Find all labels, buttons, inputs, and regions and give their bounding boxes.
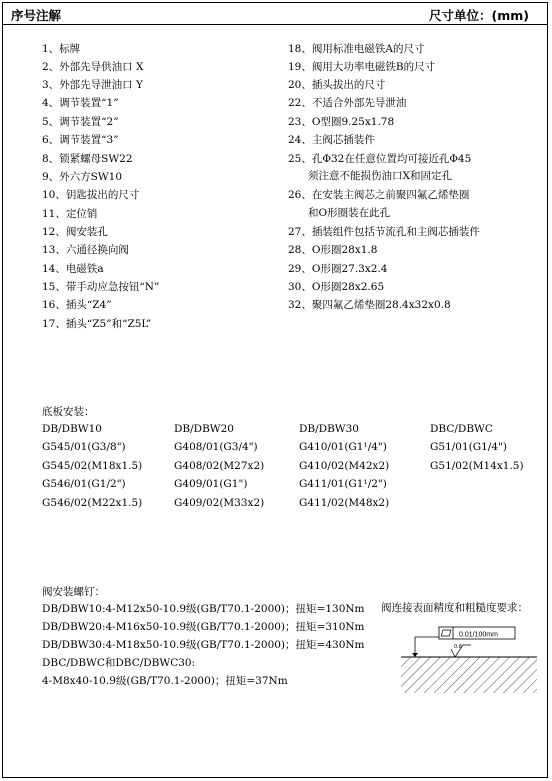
legend-item: 32、聚四氟乙烯垫圈28.4x32x0.8 <box>288 299 451 311</box>
baseplate-column-header: DBC/DBWC <box>430 423 493 435</box>
legend-item: 26、在安装主阀芯之前聚四氟乙烯垫圈 <box>288 189 470 201</box>
baseplate-title: 底板安装： <box>42 406 95 418</box>
legend-item: 25、孔Φ32在任意位置均可接近孔Φ45 <box>288 153 472 165</box>
bolt-spec: 4-M8x40-10.9级(GB/T70.1-2000)；扭矩=37Nm <box>42 675 288 687</box>
surface-caption: 阀连接表面精度和粗糙度要求： <box>381 602 528 614</box>
legend-item: 30、O形圈28x2.65 <box>288 281 385 293</box>
bolt-spec: DB/DBW20:4-M16x50-10.9级(GB/T70.1-2000)；扭矩=310Nm <box>42 621 365 633</box>
legend-item: 3、外部先导泄油口 Y <box>42 79 143 91</box>
legend-item-continuation: 和O形圈装在此孔 <box>308 207 391 219</box>
baseplate-item: G51/02(M14x1.5) <box>430 460 524 472</box>
legend-item: 9、外六方SW10 <box>42 171 123 183</box>
baseplate-item: G408/01(G3/4") <box>174 441 258 453</box>
header-bar <box>3 3 547 25</box>
baseplate-item: G545/02(M18x1.5) <box>42 460 143 472</box>
bolts-title: 阀安装螺钉： <box>42 586 105 598</box>
surface-tolerance-diagram <box>397 611 547 696</box>
unit-label: 尺寸单位：(mm) <box>429 8 529 23</box>
legend-item: 23、O型圈9.25x1.78 <box>288 116 395 128</box>
legend-item: 27、插装组件包括节流孔和主阀芯插装件 <box>288 226 480 238</box>
legend-item: 8、锁紧螺母SW22 <box>42 153 133 165</box>
legend-item-continuation: 须注意不能损伤油口X和固定孔 <box>308 170 452 182</box>
legend-item: 19、阀用大功率电磁铁B的尺寸 <box>288 61 436 73</box>
baseplate-column-header: DB/DBW20 <box>174 423 234 435</box>
bolt-spec: DB/DBW10:4-M12x50-10.9级(GB/T70.1-2000)；扭矩=130Nm <box>42 603 365 615</box>
legend-item: 24、主阀芯插装件 <box>288 134 375 146</box>
bolt-spec: DBC/DBWC和DBC/DBWC30: <box>42 657 196 669</box>
baseplate-column-header: DB/DBW10 <box>42 423 102 435</box>
legend-item: 18、阀用标准电磁铁A的尺寸 <box>288 43 425 55</box>
legend-item: 29、O形圈27.3x2.4 <box>288 263 388 275</box>
baseplate-item: G546/02(M22x1.5) <box>42 497 143 509</box>
hatched-surface <box>401 657 537 693</box>
legend-item: 16、插头“Z4” <box>42 299 112 311</box>
leader-arrow <box>412 653 418 657</box>
legend-item: 6、调节装置“3” <box>42 134 119 146</box>
baseplate-item: G410/02(M42x2) <box>299 460 390 472</box>
baseplate-item: G545/01(G3/8") <box>42 441 126 453</box>
baseplate-item: G411/02(M48x2) <box>299 497 390 509</box>
baseplate-item: G408/02(M27x2) <box>174 460 265 472</box>
legend-item: 10、钥匙拔出的尺寸 <box>42 189 140 201</box>
bolt-spec: DB/DBW30:4-M18x50-10.9级(GB/T70.1-2000)；扭矩=430Nm <box>42 639 365 651</box>
legend-item: 20、插头拔出的尺寸 <box>288 79 386 91</box>
legend-item: 22、不适合外部先导泄油 <box>288 97 407 109</box>
legend-item: 12、阀安装孔 <box>42 226 108 238</box>
header-title: 序号注解 <box>11 8 62 23</box>
legend-item: 5、调节装置“2” <box>42 116 119 128</box>
legend-item: 15、带手动应急按钮“N” <box>42 281 160 293</box>
baseplate-item: G546/01(G1/2") <box>42 478 126 490</box>
legend-item: 14、电磁铁a <box>42 263 104 275</box>
legend-item: 4、调节装置“1” <box>42 97 119 109</box>
roughness-value: 0.8 <box>454 644 462 650</box>
baseplate-item: G409/01(G1") <box>174 478 248 490</box>
baseplate-item: G51/01(G1/4") <box>430 441 507 453</box>
baseplate-item: G409/02(M33x2) <box>174 497 265 509</box>
baseplate-column-header: DB/DBW30 <box>299 423 359 435</box>
legend-item: 11、定位销 <box>42 208 98 220</box>
baseplate-item: G411/01(G1¹/2") <box>299 478 387 490</box>
document-page <box>2 2 548 778</box>
legend-item: 1、标牌 <box>42 43 81 55</box>
legend-item: 28、O形圈28x1.8 <box>288 244 378 256</box>
baseplate-item: G410/01(G1¹/4") <box>299 441 387 453</box>
legend-item: 2、外部先导供油口 X <box>42 61 144 73</box>
legend-item: 17、插头“Z5”和“Z5L” <box>42 318 152 330</box>
flatness-value: 0.01/100mm <box>459 631 498 639</box>
legend-item: 13、六通径换向阀 <box>42 244 129 256</box>
